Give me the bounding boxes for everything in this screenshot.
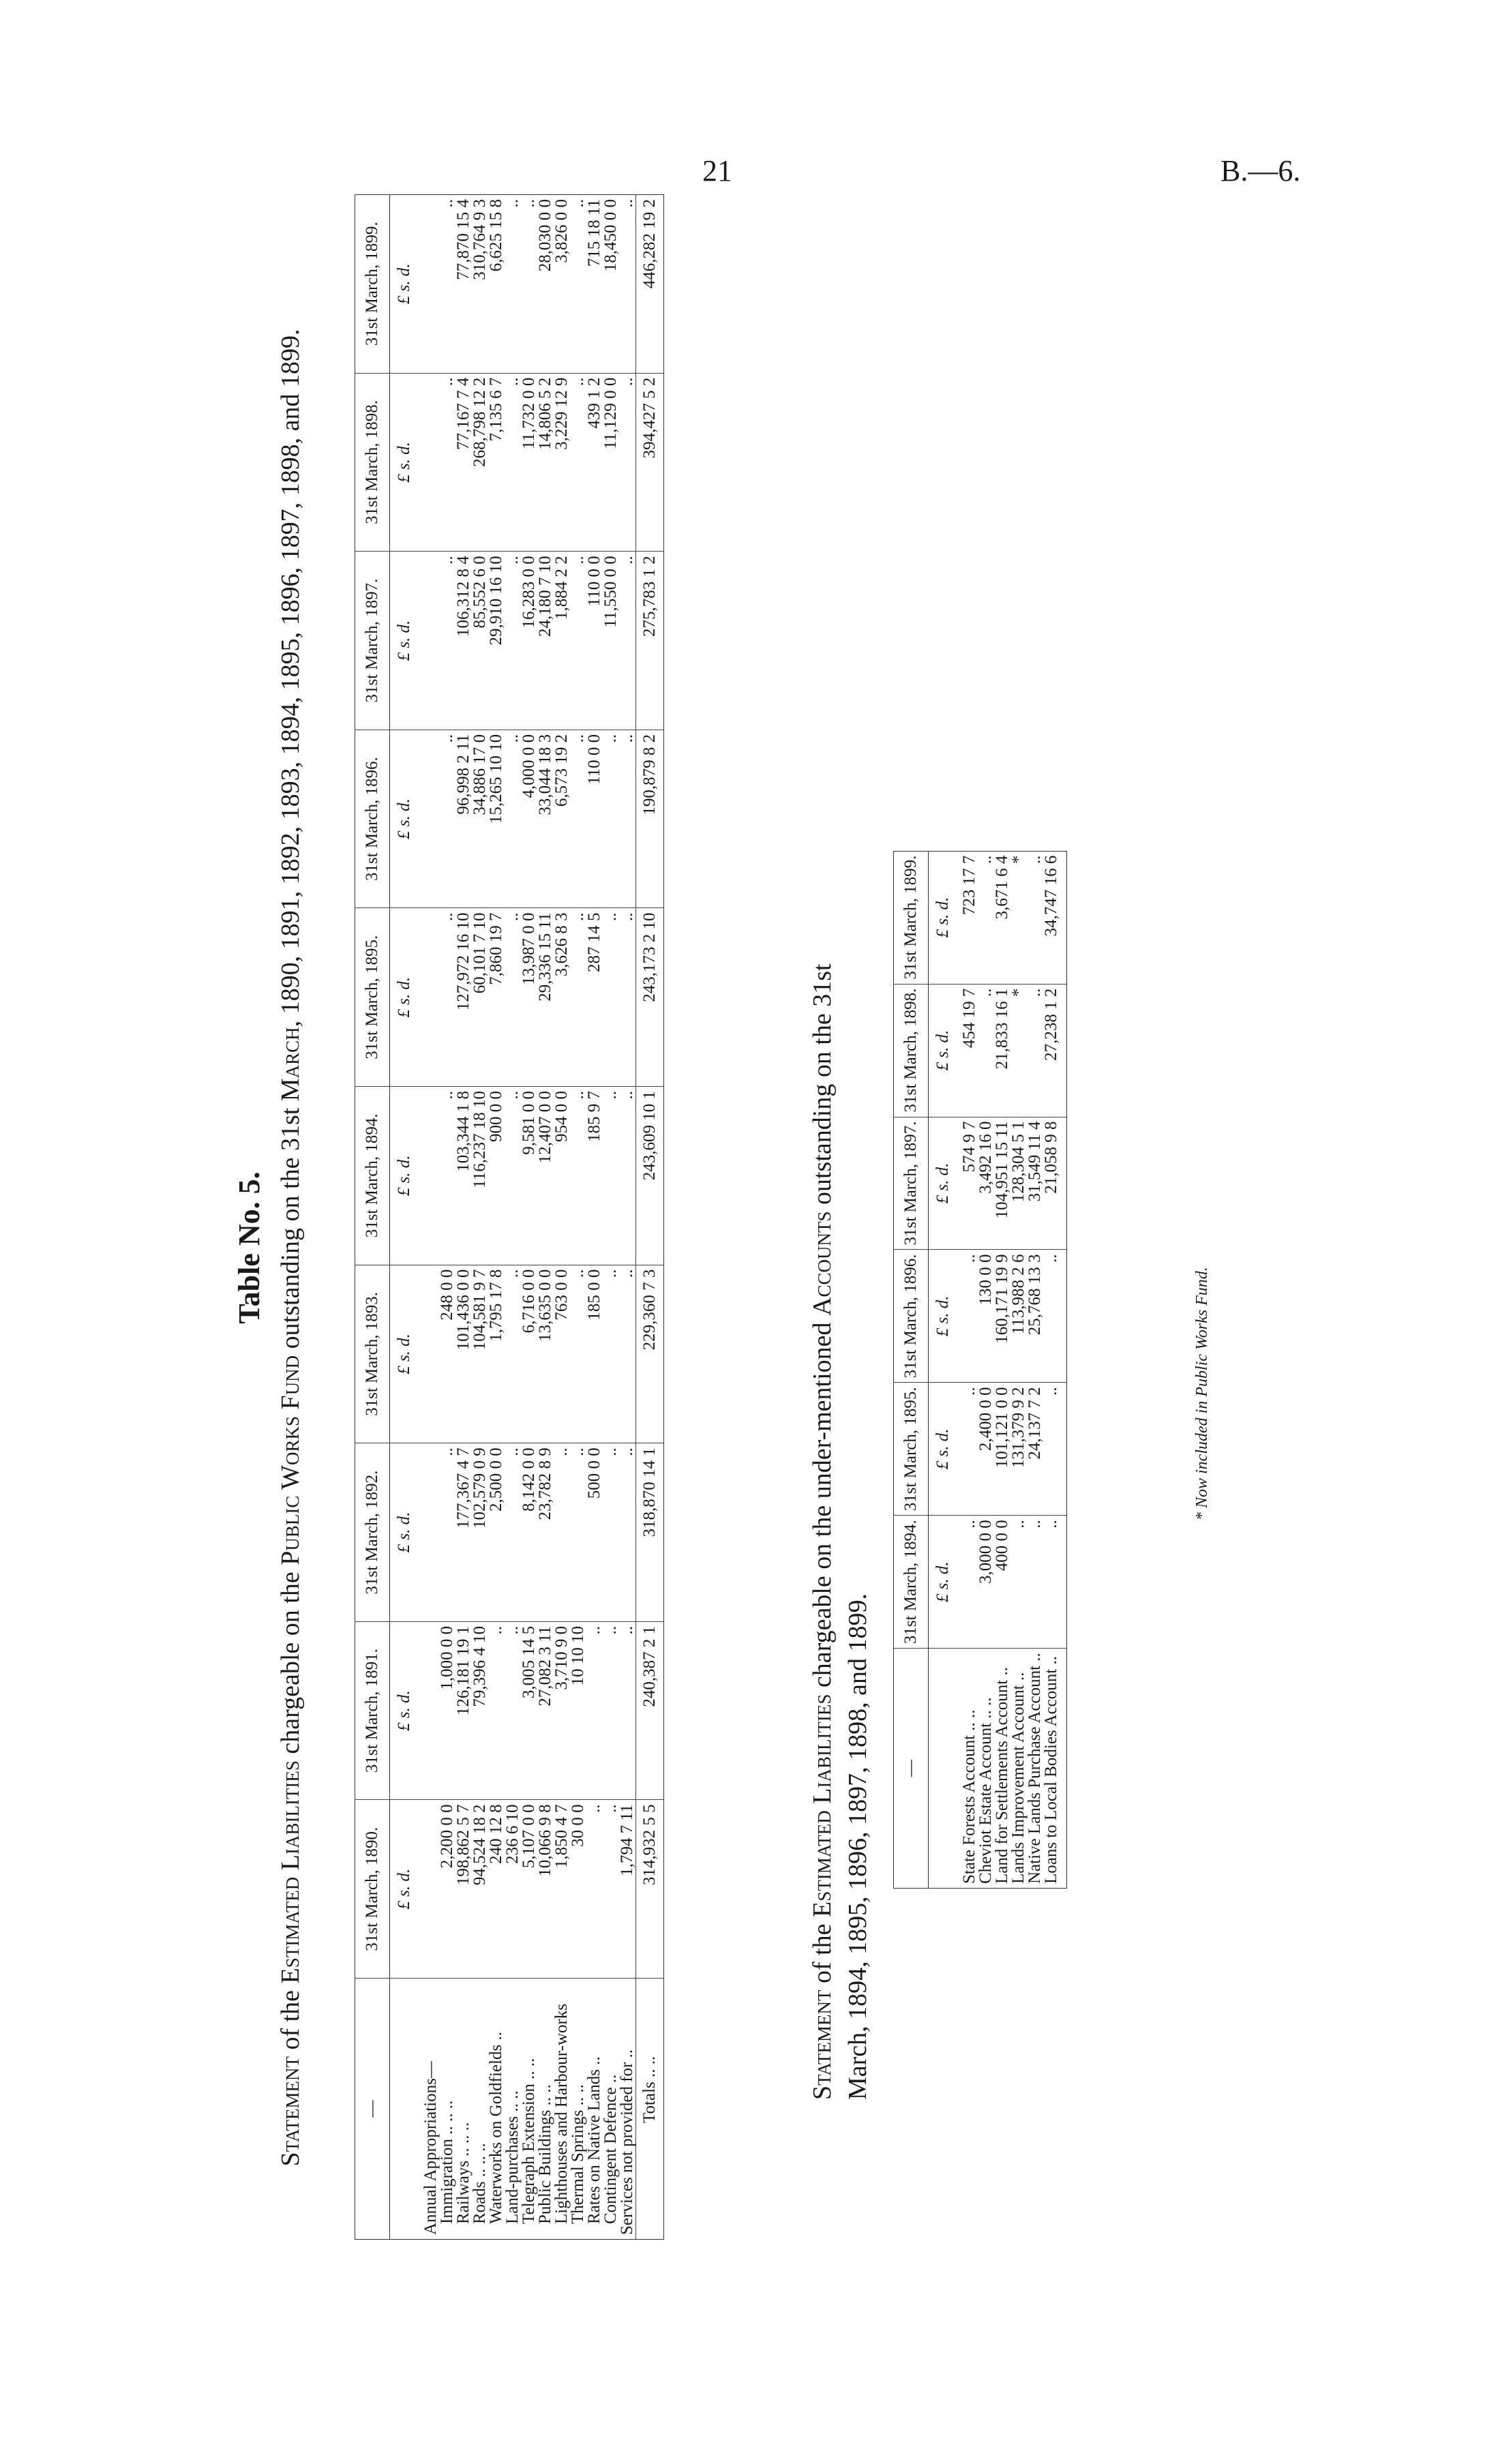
amount-cell: 394,427 5 2 xyxy=(636,373,664,552)
amount-cell: 3,626 8 3 xyxy=(554,908,570,1087)
amount-cell: 13,987 0 0 xyxy=(521,908,537,1087)
amount-cell: 763 0 0 xyxy=(554,1265,570,1443)
amount-cell: .. xyxy=(619,195,636,374)
table-row xyxy=(472,195,488,2240)
row-label: Waterworks on Goldfields .. xyxy=(487,2032,505,2224)
amount-cell: 130 0 0 xyxy=(978,1250,994,1383)
table-row xyxy=(1043,851,1067,1888)
amount-cell: 77,870 15 4 xyxy=(455,195,472,374)
amount-cell: 4,000 0 0 xyxy=(521,730,537,908)
amount-cell: .. xyxy=(439,195,455,374)
amount-cell: .. xyxy=(619,908,636,1087)
amount-cell: .. xyxy=(439,1443,455,1622)
amount-cell: * xyxy=(1010,851,1027,984)
amount-cell: 16,283 0 0 xyxy=(521,552,537,730)
amount-cell: 3,000 0 0 xyxy=(978,1516,994,1649)
column-header: 31st March, 1896. xyxy=(894,1250,929,1383)
amount-cell: 106,312 8 4 xyxy=(455,552,472,730)
row-label: Services not provided for .. xyxy=(618,2049,636,2235)
amount-cell: .. xyxy=(505,908,521,1087)
amount-cell: 229,360 7 3 xyxy=(636,1265,664,1443)
table-row xyxy=(961,851,978,1888)
column-header: 31st March, 1899. xyxy=(355,195,390,374)
amount-cell: .. xyxy=(603,1800,619,1979)
amount-cell: 24,137 7 2 xyxy=(1027,1383,1043,1516)
table-row xyxy=(488,195,505,2240)
row-label: Loans to Local Bodies Account .. xyxy=(1042,1656,1060,1884)
amount-cell: .. xyxy=(521,195,537,374)
amount-cell: 77,167 7 4 xyxy=(455,373,472,552)
amount-cell: 29,910 16 10 xyxy=(488,552,505,730)
amount-cell: 15,265 10 10 xyxy=(488,730,505,908)
amount-cell: 101,121 0 0 xyxy=(994,1383,1010,1516)
amount-cell: 11,732 0 0 xyxy=(521,373,537,552)
amount-cell: 7,860 19 7 xyxy=(488,908,505,1087)
amount-cell: .. xyxy=(488,1621,505,1800)
amount-cell: 177,367 4 7 xyxy=(455,1443,472,1622)
amount-cell: .. xyxy=(439,552,455,730)
amount-cell: 243,609 10 1 xyxy=(636,1087,664,1265)
amount-cell: 33,044 18 3 xyxy=(537,730,554,908)
amount-cell: .. xyxy=(1010,1516,1027,1649)
amount-cell: .. xyxy=(505,1265,521,1443)
amount-cell: .. xyxy=(505,552,521,730)
amount-cell: 2,500 0 0 xyxy=(488,1443,505,1622)
amount-cell: 6,716 0 0 xyxy=(521,1265,537,1443)
table-row xyxy=(603,195,619,2240)
amount-cell: .. xyxy=(603,908,619,1087)
table-row xyxy=(978,851,994,1888)
amount-cell: .. xyxy=(961,1383,978,1516)
amount-cell: 8,142 0 0 xyxy=(521,1443,537,1622)
row-label: Cheviot Estate Account .. .. xyxy=(976,1697,995,1884)
units-label: £ s. d. xyxy=(929,984,962,1117)
amount-cell: 14,806 5 2 xyxy=(537,373,554,552)
amount-cell: 454 19 7 xyxy=(961,984,978,1117)
amount-cell: .. xyxy=(570,908,586,1087)
amount-cell: 104,951 15 11 xyxy=(994,1117,1010,1250)
amount-cell: .. xyxy=(619,1265,636,1443)
table-row xyxy=(537,195,554,2240)
rotated-content xyxy=(218,102,1309,2270)
amount-cell: 110 0 0 xyxy=(586,552,603,730)
amount-cell: 287 14 5 xyxy=(586,908,603,1087)
amount-cell: .. xyxy=(570,1265,586,1443)
amount-cell: 310,764 9 3 xyxy=(472,195,488,374)
amount-cell: 126,181 19 1 xyxy=(455,1621,472,1800)
column-header: 31st March, 1898. xyxy=(355,373,390,552)
blank-header: — xyxy=(894,1649,929,1889)
amount-cell: .. xyxy=(570,195,586,374)
table-row xyxy=(1010,851,1027,1888)
amount-cell: 243,173 2 10 xyxy=(636,908,664,1087)
amount-cell: 11,129 0 0 xyxy=(603,373,619,552)
footnote: * Now included in Public Works Fund. xyxy=(1193,1267,1211,1520)
amount-cell: 34,886 17 0 xyxy=(472,730,488,908)
row-label: Railways .. .. .. xyxy=(454,2122,473,2224)
amount-cell: .. xyxy=(570,730,586,908)
amount-cell: .. xyxy=(1027,1516,1043,1649)
amount-cell: .. xyxy=(619,552,636,730)
amount-cell: 31,549 11 4 xyxy=(1027,1117,1043,1250)
units-label: £ s. d. xyxy=(390,373,423,552)
row-label: Contingent Defence .. xyxy=(601,2074,620,2224)
units-label: £ s. d. xyxy=(929,1250,962,1383)
column-header: 31st March, 1891. xyxy=(355,1621,390,1800)
column-header: 31st March, 1895. xyxy=(355,908,390,1087)
amount-cell: 190,879 8 2 xyxy=(636,730,664,908)
amount-cell: 185 0 0 xyxy=(586,1265,603,1443)
amount-cell: .. xyxy=(554,1443,570,1622)
amount-cell: .. xyxy=(570,1443,586,1622)
amount-cell: 954 0 0 xyxy=(554,1087,570,1265)
row-label: Immigration .. .. .. xyxy=(438,2100,456,2224)
column-header: 31st March, 1899. xyxy=(894,851,929,984)
amount-cell: 116,237 18 10 xyxy=(472,1087,488,1265)
amount-cell: 574 9 7 xyxy=(961,1117,978,1250)
amount-cell: 268,798 12 2 xyxy=(472,373,488,552)
amount-cell: 275,783 1 2 xyxy=(636,552,664,730)
amount-cell: 5,107 0 0 xyxy=(521,1800,537,1979)
amount-cell: 715 18 11 xyxy=(586,195,603,374)
amount-cell: * xyxy=(1010,984,1027,1117)
amount-cell: .. xyxy=(586,1621,603,1800)
amount-cell: 131,379 9 2 xyxy=(1010,1383,1027,1516)
table-row xyxy=(1027,851,1043,1888)
amount-cell: .. xyxy=(439,1087,455,1265)
table-row xyxy=(554,195,570,2240)
amount-cell: 318,870 14 1 xyxy=(636,1443,664,1622)
units-label: £ s. d. xyxy=(390,1800,423,1979)
amount-cell: .. xyxy=(619,1443,636,1622)
amount-cell: 10 10 10 xyxy=(570,1621,586,1800)
table-row xyxy=(505,195,521,2240)
totals-row xyxy=(636,195,664,2240)
amount-cell: .. xyxy=(439,730,455,908)
amount-cell: 27,082 3 11 xyxy=(537,1621,554,1800)
section-label: Annual Appropriations— xyxy=(421,2061,440,2235)
amount-cell: .. xyxy=(1027,984,1043,1117)
column-header: 31st March, 1897. xyxy=(894,1117,929,1250)
amount-cell: 85,552 6 0 xyxy=(472,552,488,730)
amount-cell: 3,492 16 0 xyxy=(978,1117,994,1250)
units-label: £ s. d. xyxy=(390,1265,423,1443)
row-label: Public Buildings .. .. xyxy=(536,2084,554,2224)
amount-cell: .. xyxy=(961,1516,978,1649)
amount-cell: .. xyxy=(586,1800,603,1979)
amount-cell: .. xyxy=(1043,1383,1067,1516)
amount-cell: .. xyxy=(1043,1516,1067,1649)
amount-cell: 21,058 9 8 xyxy=(1043,1117,1067,1250)
amount-cell: 103,344 1 8 xyxy=(455,1087,472,1265)
amount-cell: 101,436 0 0 xyxy=(455,1265,472,1443)
column-header: 31st March, 1892. xyxy=(355,1443,390,1622)
amount-cell: 1,850 4 7 xyxy=(554,1800,570,1979)
amount-cell: 27,238 1 2 xyxy=(1043,984,1067,1117)
amount-cell: .. xyxy=(570,1087,586,1265)
accounts-statement-heading: Statement of the Estimated Liabilities chargeable on the under-mentioned Accounts outstanding on the 31st March, 1894, 1895, 1896, 1897, 1898, and 1899. xyxy=(808,963,872,2100)
amount-cell: 3,826 0 0 xyxy=(554,195,570,374)
table5-heading: Statement of the Estimated Liabilities chargeable on the Public Works Fund outstanding on the 31st March, 1890, 1891, 1892, 1893, 1894, 1895, 1896, 1897, 1898, and 1899. xyxy=(276,329,305,2167)
totals-label: Totals .. .. xyxy=(636,1979,664,2240)
row-label: Native Lands Purchase Account .. xyxy=(1025,1653,1044,1884)
amount-cell: 400 0 0 xyxy=(994,1516,1010,1649)
amount-cell: 236 6 10 xyxy=(505,1800,521,1979)
amount-cell: 21,833 16 1 xyxy=(994,984,1010,1117)
amount-cell: 160,171 19 9 xyxy=(994,1250,1010,1383)
amount-cell: 28,030 0 0 xyxy=(537,195,554,374)
amount-cell: .. xyxy=(603,1265,619,1443)
amount-cell: 13,635 0 0 xyxy=(537,1265,554,1443)
units-label: £ s. d. xyxy=(390,1087,423,1265)
amount-cell: 23,782 8 9 xyxy=(537,1443,554,1622)
amount-cell: 113,988 2 6 xyxy=(1010,1250,1027,1383)
amount-cell: .. xyxy=(570,373,586,552)
amount-cell: 900 0 0 xyxy=(488,1087,505,1265)
row-label: Telegraph Extension .. .. xyxy=(520,2058,538,2224)
amount-cell: 240,387 2 1 xyxy=(636,1621,664,1800)
amount-cell: .. xyxy=(505,373,521,552)
blank-header: — xyxy=(355,1979,390,2240)
amount-cell: 1,794 7 11 xyxy=(619,1800,636,1979)
table-row xyxy=(455,195,472,2240)
amount-cell: 2,400 0 0 xyxy=(978,1383,994,1516)
amount-cell: 446,282 19 2 xyxy=(636,195,664,374)
amount-cell: 1,000 0 0 xyxy=(439,1621,455,1800)
units-label: £ s. d. xyxy=(390,195,423,374)
amount-cell: .. xyxy=(1043,1250,1067,1383)
table-row xyxy=(994,851,1010,1888)
amount-cell: .. xyxy=(505,1621,521,1800)
table-row xyxy=(439,195,455,2240)
amount-cell: .. xyxy=(1027,851,1043,984)
amount-cell: 24,180 7 10 xyxy=(537,552,554,730)
amount-cell: 314,932 5 5 xyxy=(636,1800,664,1979)
amount-cell: 12,407 0 0 xyxy=(537,1087,554,1265)
section-row xyxy=(423,195,439,2240)
row-label: Land-purchases .. .. xyxy=(503,2090,522,2224)
amount-cell: .. xyxy=(619,1087,636,1265)
units-label: £ s. d. xyxy=(929,1383,962,1516)
units-label: £ s. d. xyxy=(390,1621,423,1800)
amount-cell: 34,747 16 6 xyxy=(1043,851,1067,984)
units-label: £ s. d. xyxy=(929,1516,962,1649)
column-header: 31st March, 1894. xyxy=(894,1516,929,1649)
row-label: Rates on Native Lands .. xyxy=(585,2056,603,2224)
row-label: Land for Settlements Account .. xyxy=(993,1667,1011,1884)
amount-cell: .. xyxy=(619,1621,636,1800)
amount-cell: 1,884 2 2 xyxy=(554,552,570,730)
amount-cell: .. xyxy=(505,1087,521,1265)
amount-cell: 3,671 6 4 xyxy=(994,851,1010,984)
row-label: Thermal Springs .. .. xyxy=(569,2084,587,2224)
document-reference: B.—6. xyxy=(1220,154,1301,187)
amount-cell: 18,450 0 0 xyxy=(603,195,619,374)
column-header: 31st March, 1897. xyxy=(355,552,390,730)
amount-cell: 1,795 17 8 xyxy=(488,1265,505,1443)
amount-cell: .. xyxy=(439,908,455,1087)
amount-cell: .. xyxy=(505,1443,521,1622)
amount-cell: .. xyxy=(619,730,636,908)
amount-cell: 102,579 0 9 xyxy=(472,1443,488,1622)
amount-cell: 60,101 7 10 xyxy=(472,908,488,1087)
amount-cell: .. xyxy=(961,1250,978,1383)
amount-cell: .. xyxy=(439,373,455,552)
amount-cell: 94,524 18 2 xyxy=(472,1800,488,1979)
amount-cell: .. xyxy=(603,1087,619,1265)
amount-cell: .. xyxy=(505,195,521,374)
amount-cell: .. xyxy=(978,984,994,1117)
amount-cell: 10,066 9 8 xyxy=(537,1800,554,1979)
table-title: Table No. 5. xyxy=(233,1171,266,1324)
column-header: 31st March, 1890. xyxy=(355,1800,390,1979)
table-row xyxy=(586,195,603,2240)
amount-cell: 96,998 2 11 xyxy=(455,730,472,908)
amount-cell: 9,581 0 0 xyxy=(521,1087,537,1265)
amount-cell: 3,710 9 0 xyxy=(554,1621,570,1800)
units-label: £ s. d. xyxy=(929,851,962,984)
page-number: 21 xyxy=(702,154,732,187)
amount-cell: .. xyxy=(603,730,619,908)
amount-cell: 25,768 13 3 xyxy=(1027,1250,1043,1383)
accounts-liabilities-table xyxy=(893,851,1067,1889)
amount-cell: 7,135 6 7 xyxy=(488,373,505,552)
amount-cell: 198,862 5 7 xyxy=(455,1800,472,1979)
amount-cell: 127,972 16 10 xyxy=(455,908,472,1087)
amount-cell: 104,581 9 7 xyxy=(472,1265,488,1443)
amount-cell: .. xyxy=(603,1621,619,1800)
row-label: State Forests Account .. .. xyxy=(960,1709,978,1884)
amount-cell: 6,573 19 2 xyxy=(554,730,570,908)
amount-cell: 128,304 5 1 xyxy=(1010,1117,1027,1250)
column-header: 31st March, 1894. xyxy=(355,1087,390,1265)
table-row xyxy=(619,195,636,2240)
amount-cell: 79,396 4 10 xyxy=(472,1621,488,1800)
column-header: 31st March, 1898. xyxy=(894,984,929,1117)
column-header: 31st March, 1896. xyxy=(355,730,390,908)
amount-cell: 248 0 0 xyxy=(439,1265,455,1443)
units-label: £ s. d. xyxy=(390,730,423,908)
row-label: Lighthouses and Harbour-works xyxy=(552,2003,571,2224)
column-header: 31st March, 1893. xyxy=(355,1265,390,1443)
table-row xyxy=(521,195,537,2240)
amount-cell: .. xyxy=(619,373,636,552)
public-works-liabilities-table xyxy=(355,194,664,2240)
units-label: £ s. d. xyxy=(929,1117,962,1250)
row-label: Lands Improvement Account .. xyxy=(1009,1672,1028,1884)
amount-cell: 30 0 0 xyxy=(570,1800,586,1979)
amount-cell: .. xyxy=(978,851,994,984)
amount-cell: 185 9 7 xyxy=(586,1087,603,1265)
row-label: Roads .. .. .. xyxy=(470,2143,489,2224)
units-label: £ s. d. xyxy=(390,1443,423,1622)
amount-cell: 110 0 0 xyxy=(586,730,603,908)
amount-cell: 240 12 8 xyxy=(488,1800,505,1979)
amount-cell: 3,005 14 5 xyxy=(521,1621,537,1800)
amount-cell: 6,625 15 8 xyxy=(488,195,505,374)
amount-cell: .. xyxy=(505,730,521,908)
amount-cell: 500 0 0 xyxy=(586,1443,603,1622)
amount-cell: 3,229 12 9 xyxy=(554,373,570,552)
units-label: £ s. d. xyxy=(390,908,423,1087)
amount-cell: 11,550 0 0 xyxy=(603,552,619,730)
amount-cell: 723 17 7 xyxy=(961,851,978,984)
amount-cell: 2,200 0 0 xyxy=(439,1800,455,1979)
amount-cell: .. xyxy=(570,552,586,730)
amount-cell: 439 1 2 xyxy=(586,373,603,552)
amount-cell: .. xyxy=(603,1443,619,1622)
units-label: £ s. d. xyxy=(390,552,423,730)
amount-cell: 29,336 15 11 xyxy=(537,908,554,1087)
column-header: 31st March, 1895. xyxy=(894,1383,929,1516)
table-row xyxy=(570,195,586,2240)
